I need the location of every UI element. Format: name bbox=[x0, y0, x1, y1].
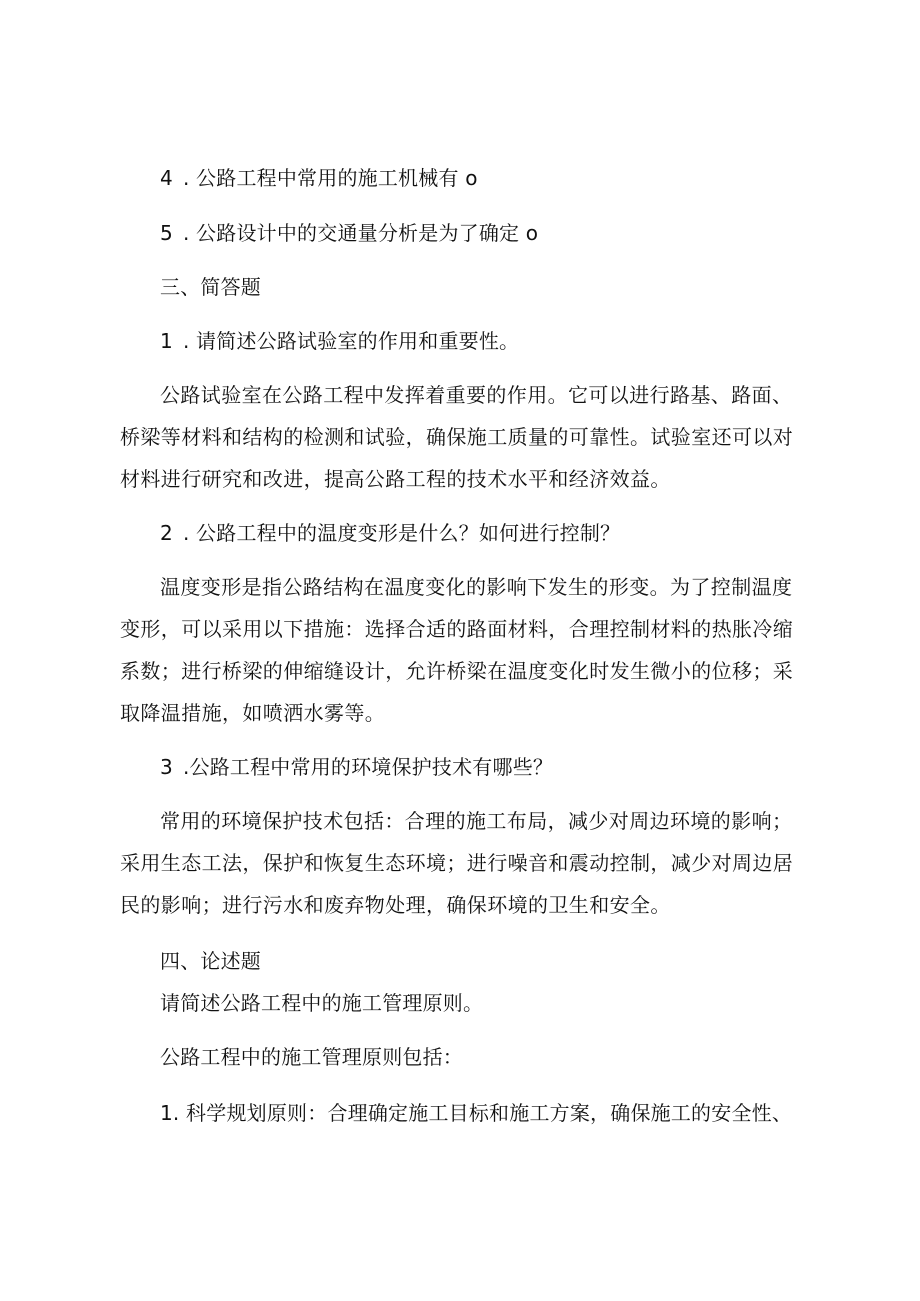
answer-3-line-3: 民的影响；进行污水和废弃物处理，确保环境的卫生和安全。 bbox=[120, 893, 671, 917]
section-heading-short-answer: 三、简答题 bbox=[160, 275, 261, 299]
item-number: 5 bbox=[160, 221, 173, 245]
answer-1-line-2: 桥梁等材料和结构的检测和试验，确保施工质量的可靠性。试验室还可以对 bbox=[120, 425, 794, 449]
answer-3-line-2: 采用生态工法，保护和恢复生态环境；进行噪音和震动控制，减少对周边居 bbox=[120, 851, 794, 875]
answer-3-line-1: 常用的环境保护技术包括：合理的施工布局，减少对周边环境的影响； bbox=[160, 809, 793, 833]
answer-2-line-2: 变形，可以采用以下措施：选择合适的路面材料，合理控制材料的热胀冷缩 bbox=[120, 617, 794, 641]
question-number: 1 bbox=[160, 329, 173, 353]
answer-2-line-1: 温度变形是指公路结构在温度变化的影响下发生的形变。为了控制温度 bbox=[160, 575, 793, 599]
item-number: 4 bbox=[160, 166, 173, 190]
answer-1-line-3: 材料进行研究和改进，提高公路工程的技术水平和经济效益。 bbox=[120, 467, 671, 491]
question-text: . 请简述公路试验室的作用和重要性。 bbox=[182, 329, 520, 353]
section-heading-essay: 四、论述题 bbox=[160, 949, 261, 973]
question-3 bbox=[160, 756, 553, 778]
answer-1-line-1: 公路试验室在公路工程中发挥着重要的作用。它可以进行路基、路面、 bbox=[160, 383, 793, 407]
essay-intro: 公路工程中的施工管理原则包括： bbox=[160, 1045, 463, 1069]
answer-2-line-4: 取降温措施，如喷洒水雾等。 bbox=[120, 701, 386, 725]
question-1 bbox=[160, 330, 519, 352]
item-text: . 公路工程中常用的施工机械有 o bbox=[182, 166, 478, 190]
question-text: . 公路工程中的温度变形是什么？如何进行控制？ bbox=[182, 521, 621, 545]
fill-item-5 bbox=[160, 222, 538, 244]
fill-item-4 bbox=[160, 167, 478, 189]
essay-question: 请简述公路工程中的施工管理原则。 bbox=[160, 991, 484, 1015]
essay-point-1: 1. 科学规划原则：合理确定施工目标和施工方案，确保施工的安全性、 bbox=[160, 1101, 793, 1125]
answer-2-line-3: 系数；进行桥梁的伸缩缝设计，允许桥梁在温度变化时发生微小的位移；采 bbox=[120, 659, 794, 683]
question-2 bbox=[160, 522, 620, 544]
question-number: 3 bbox=[160, 755, 173, 779]
question-number: 2 bbox=[160, 521, 173, 545]
item-text: . 公路设计中的交通量分析是为了确定 o bbox=[182, 221, 539, 245]
question-text: .公路工程中常用的环境保护技术有哪些？ bbox=[182, 755, 554, 779]
